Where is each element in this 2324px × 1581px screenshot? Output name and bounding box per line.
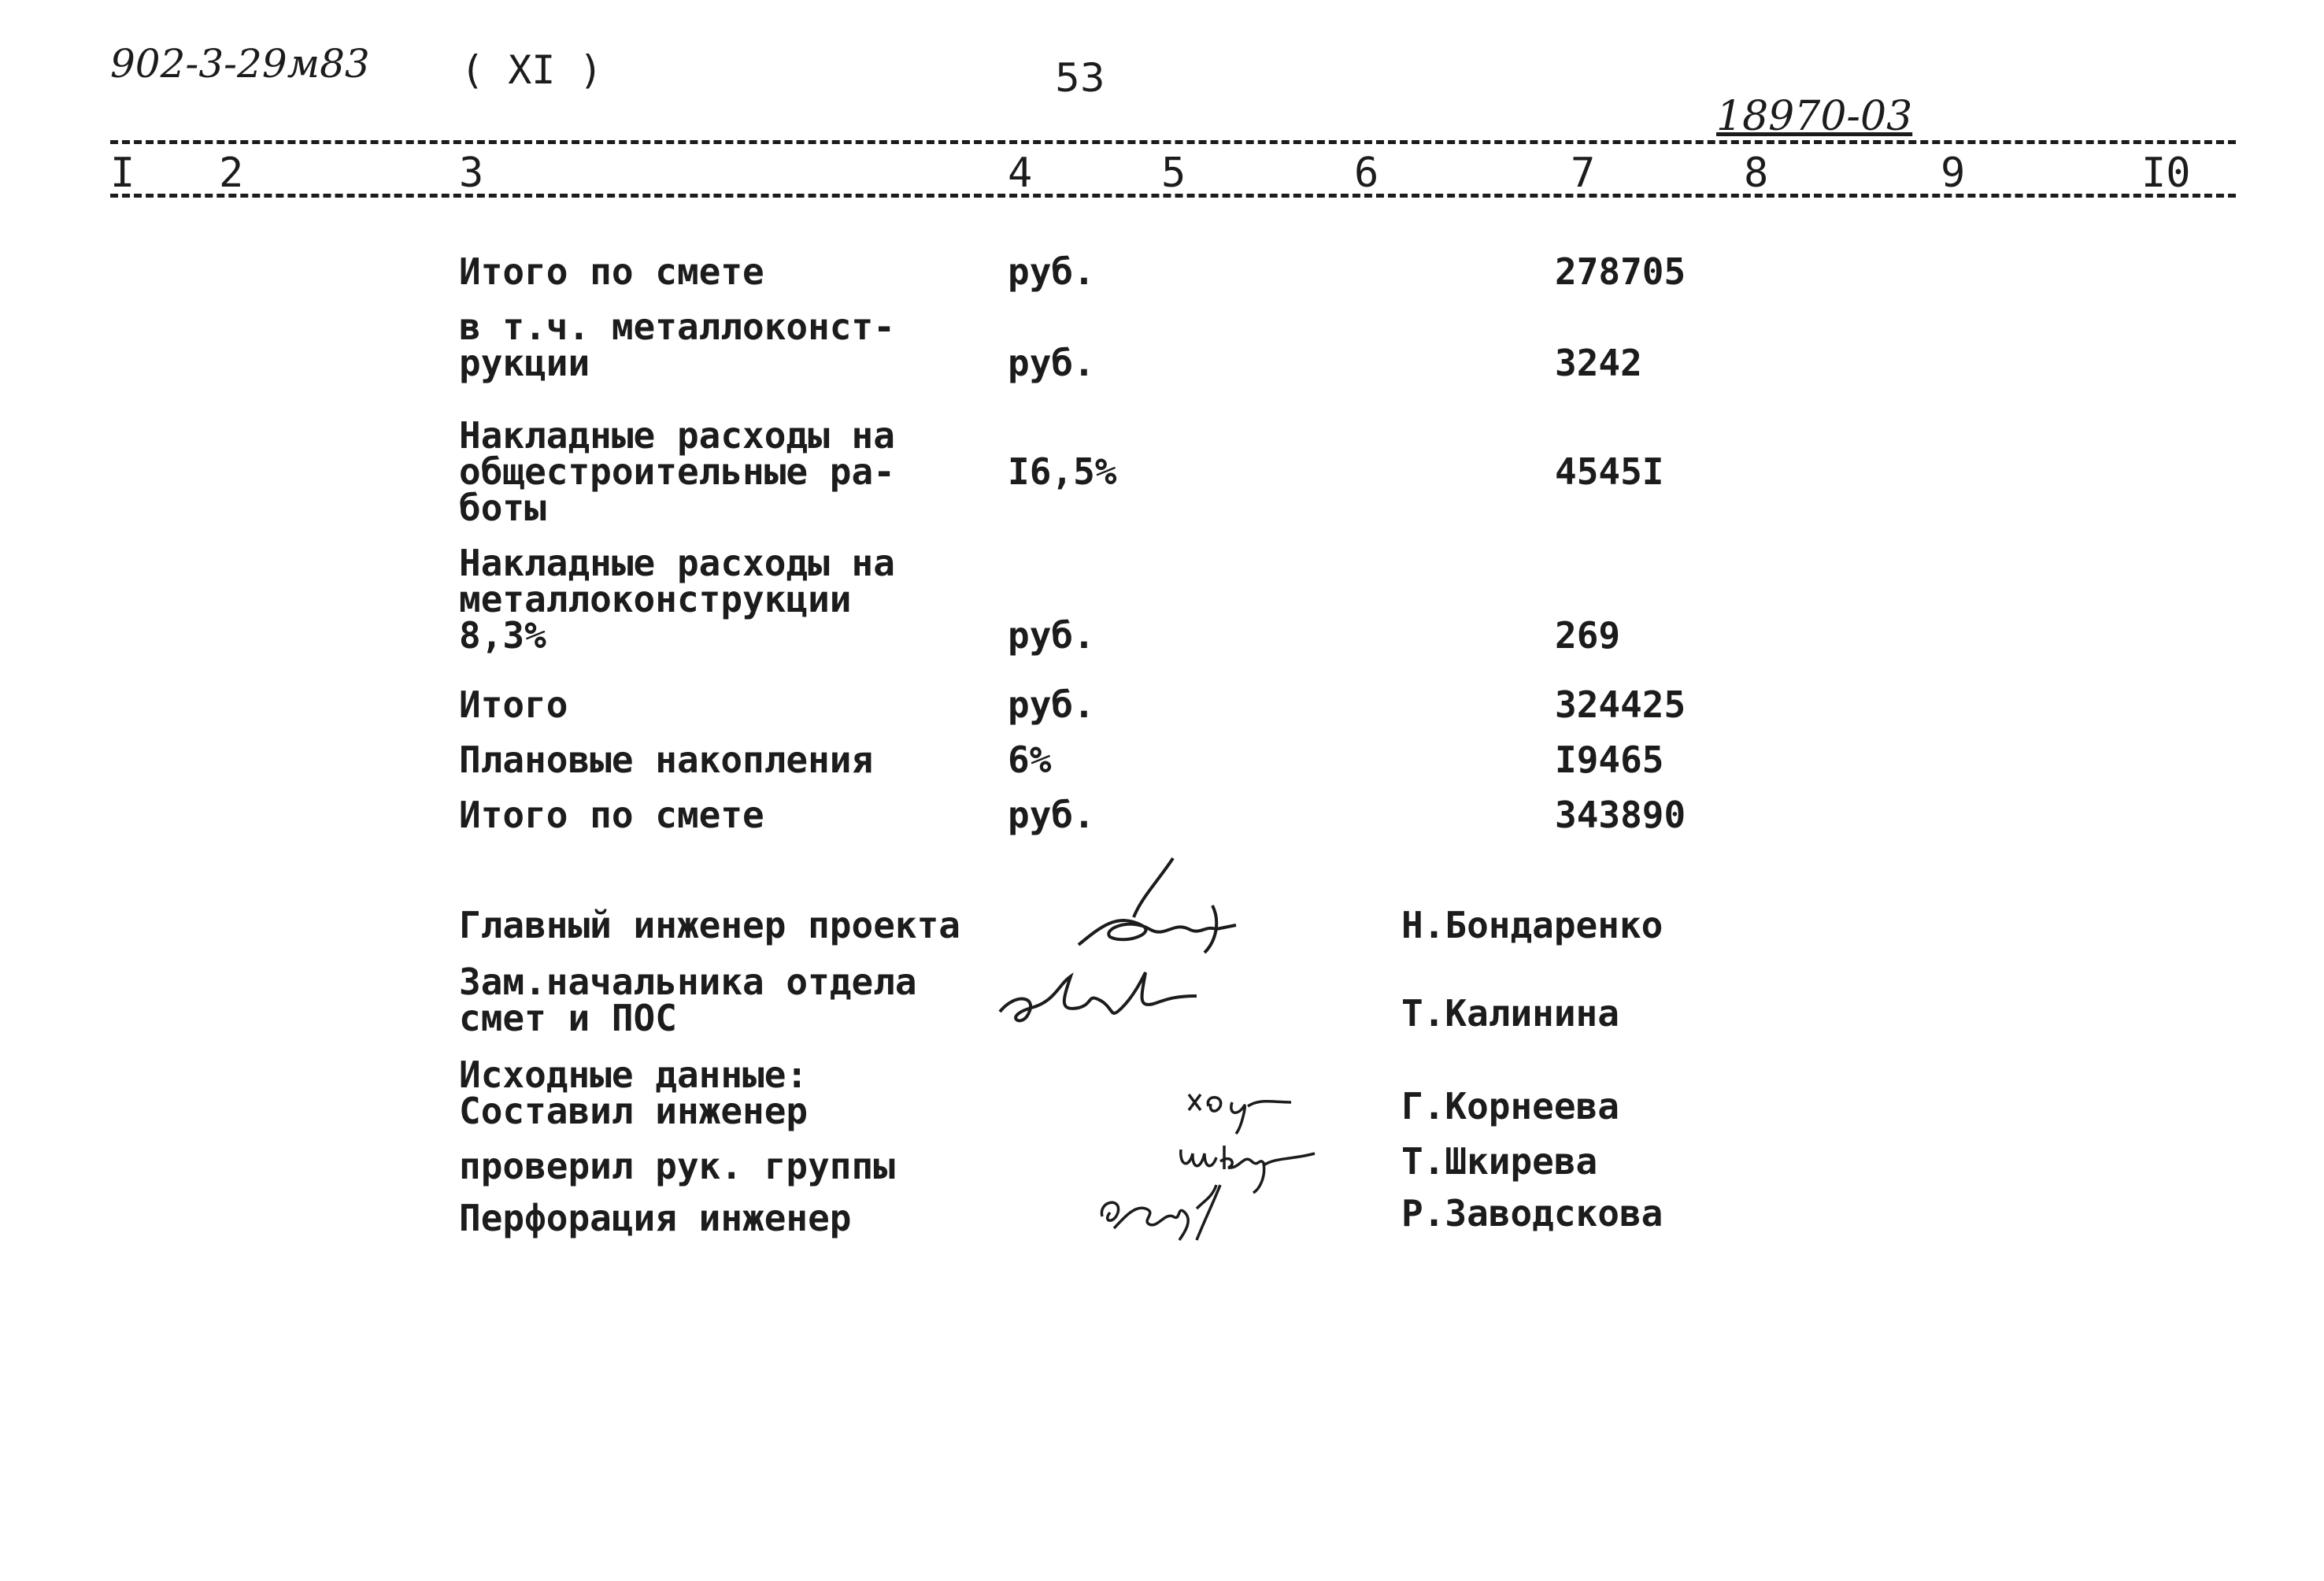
row-label: Плановые накопления: [459, 739, 874, 781]
registration-number: 18970-03: [1716, 93, 1913, 140]
row-label: общестроительные ра-: [459, 450, 895, 493]
row-label: Накладные расходы на: [459, 542, 895, 584]
signatory-name: Г.Корнеева: [1401, 1085, 1619, 1127]
row-unit: руб.: [1008, 342, 1095, 384]
signatory-role: проверил рук. группы: [459, 1145, 895, 1187]
row-value: 4545I: [1555, 450, 1664, 493]
column-number-1: I: [110, 150, 135, 197]
row-unit: руб.: [1008, 794, 1095, 836]
signatory-name: Т.Калинина: [1401, 992, 1619, 1035]
column-number-2: 2: [219, 150, 244, 197]
document-code: 902-3-29м83: [110, 41, 370, 87]
row-unit: руб.: [1008, 614, 1095, 657]
column-number-10: I0: [2141, 150, 2191, 197]
row-value: I9465: [1555, 739, 1664, 781]
signatory-role: Главный инженер проекта: [459, 904, 960, 946]
row-unit: руб.: [1008, 683, 1095, 726]
row-unit: руб.: [1008, 250, 1095, 293]
signature-kalinina-icon: [984, 953, 1228, 1039]
section-number: ( XI ): [461, 47, 603, 93]
row-label: Итого: [459, 683, 568, 726]
row-value: 3242: [1555, 342, 1642, 384]
column-number-8: 8: [1744, 150, 1769, 197]
row-unit: 6%: [1008, 739, 1052, 781]
column-number-7: 7: [1571, 150, 1596, 197]
signatory-role: Перфорация инженер: [459, 1197, 852, 1239]
signatory-name: Т.Шкирева: [1401, 1140, 1598, 1183]
signature-bondarenko-icon: [1055, 850, 1291, 961]
row-label: в т.ч. металлоконст-: [459, 305, 895, 348]
signatory-name: Р.Заводскова: [1401, 1192, 1663, 1235]
signatory-role: смет и ПОС: [459, 997, 677, 1039]
row-unit: I6,5%: [1008, 450, 1117, 493]
row-label: рукции: [459, 342, 590, 384]
row-label: боты: [459, 487, 546, 529]
row-value: 324425: [1555, 683, 1686, 726]
signatory-role: Исходные данные:: [459, 1053, 809, 1096]
row-label: металлоконструкции: [459, 578, 852, 620]
row-label: 8,3%: [459, 614, 546, 657]
row-label: Накладные расходы на: [459, 414, 895, 457]
row-value: 278705: [1555, 250, 1686, 293]
signatory-role: Составил инженер: [459, 1090, 809, 1132]
row-label: Итого по смете: [459, 250, 764, 293]
signature-zavodskova-icon: [1086, 1173, 1267, 1260]
row-value: 343890: [1555, 794, 1686, 836]
page-number: 53: [1055, 55, 1105, 101]
column-number-5: 5: [1161, 150, 1186, 197]
column-number-4: 4: [1008, 150, 1033, 197]
column-number-9: 9: [1941, 150, 1966, 197]
row-value: 269: [1555, 614, 1621, 657]
column-number-6: 6: [1354, 150, 1379, 197]
row-label: Итого по смете: [459, 794, 764, 836]
header-rule-top: [110, 140, 2236, 144]
signatory-role: Зам.начальника отдела: [459, 961, 917, 1003]
column-number-3: 3: [459, 150, 484, 197]
signatory-name: Н.Бондаренко: [1401, 904, 1663, 946]
